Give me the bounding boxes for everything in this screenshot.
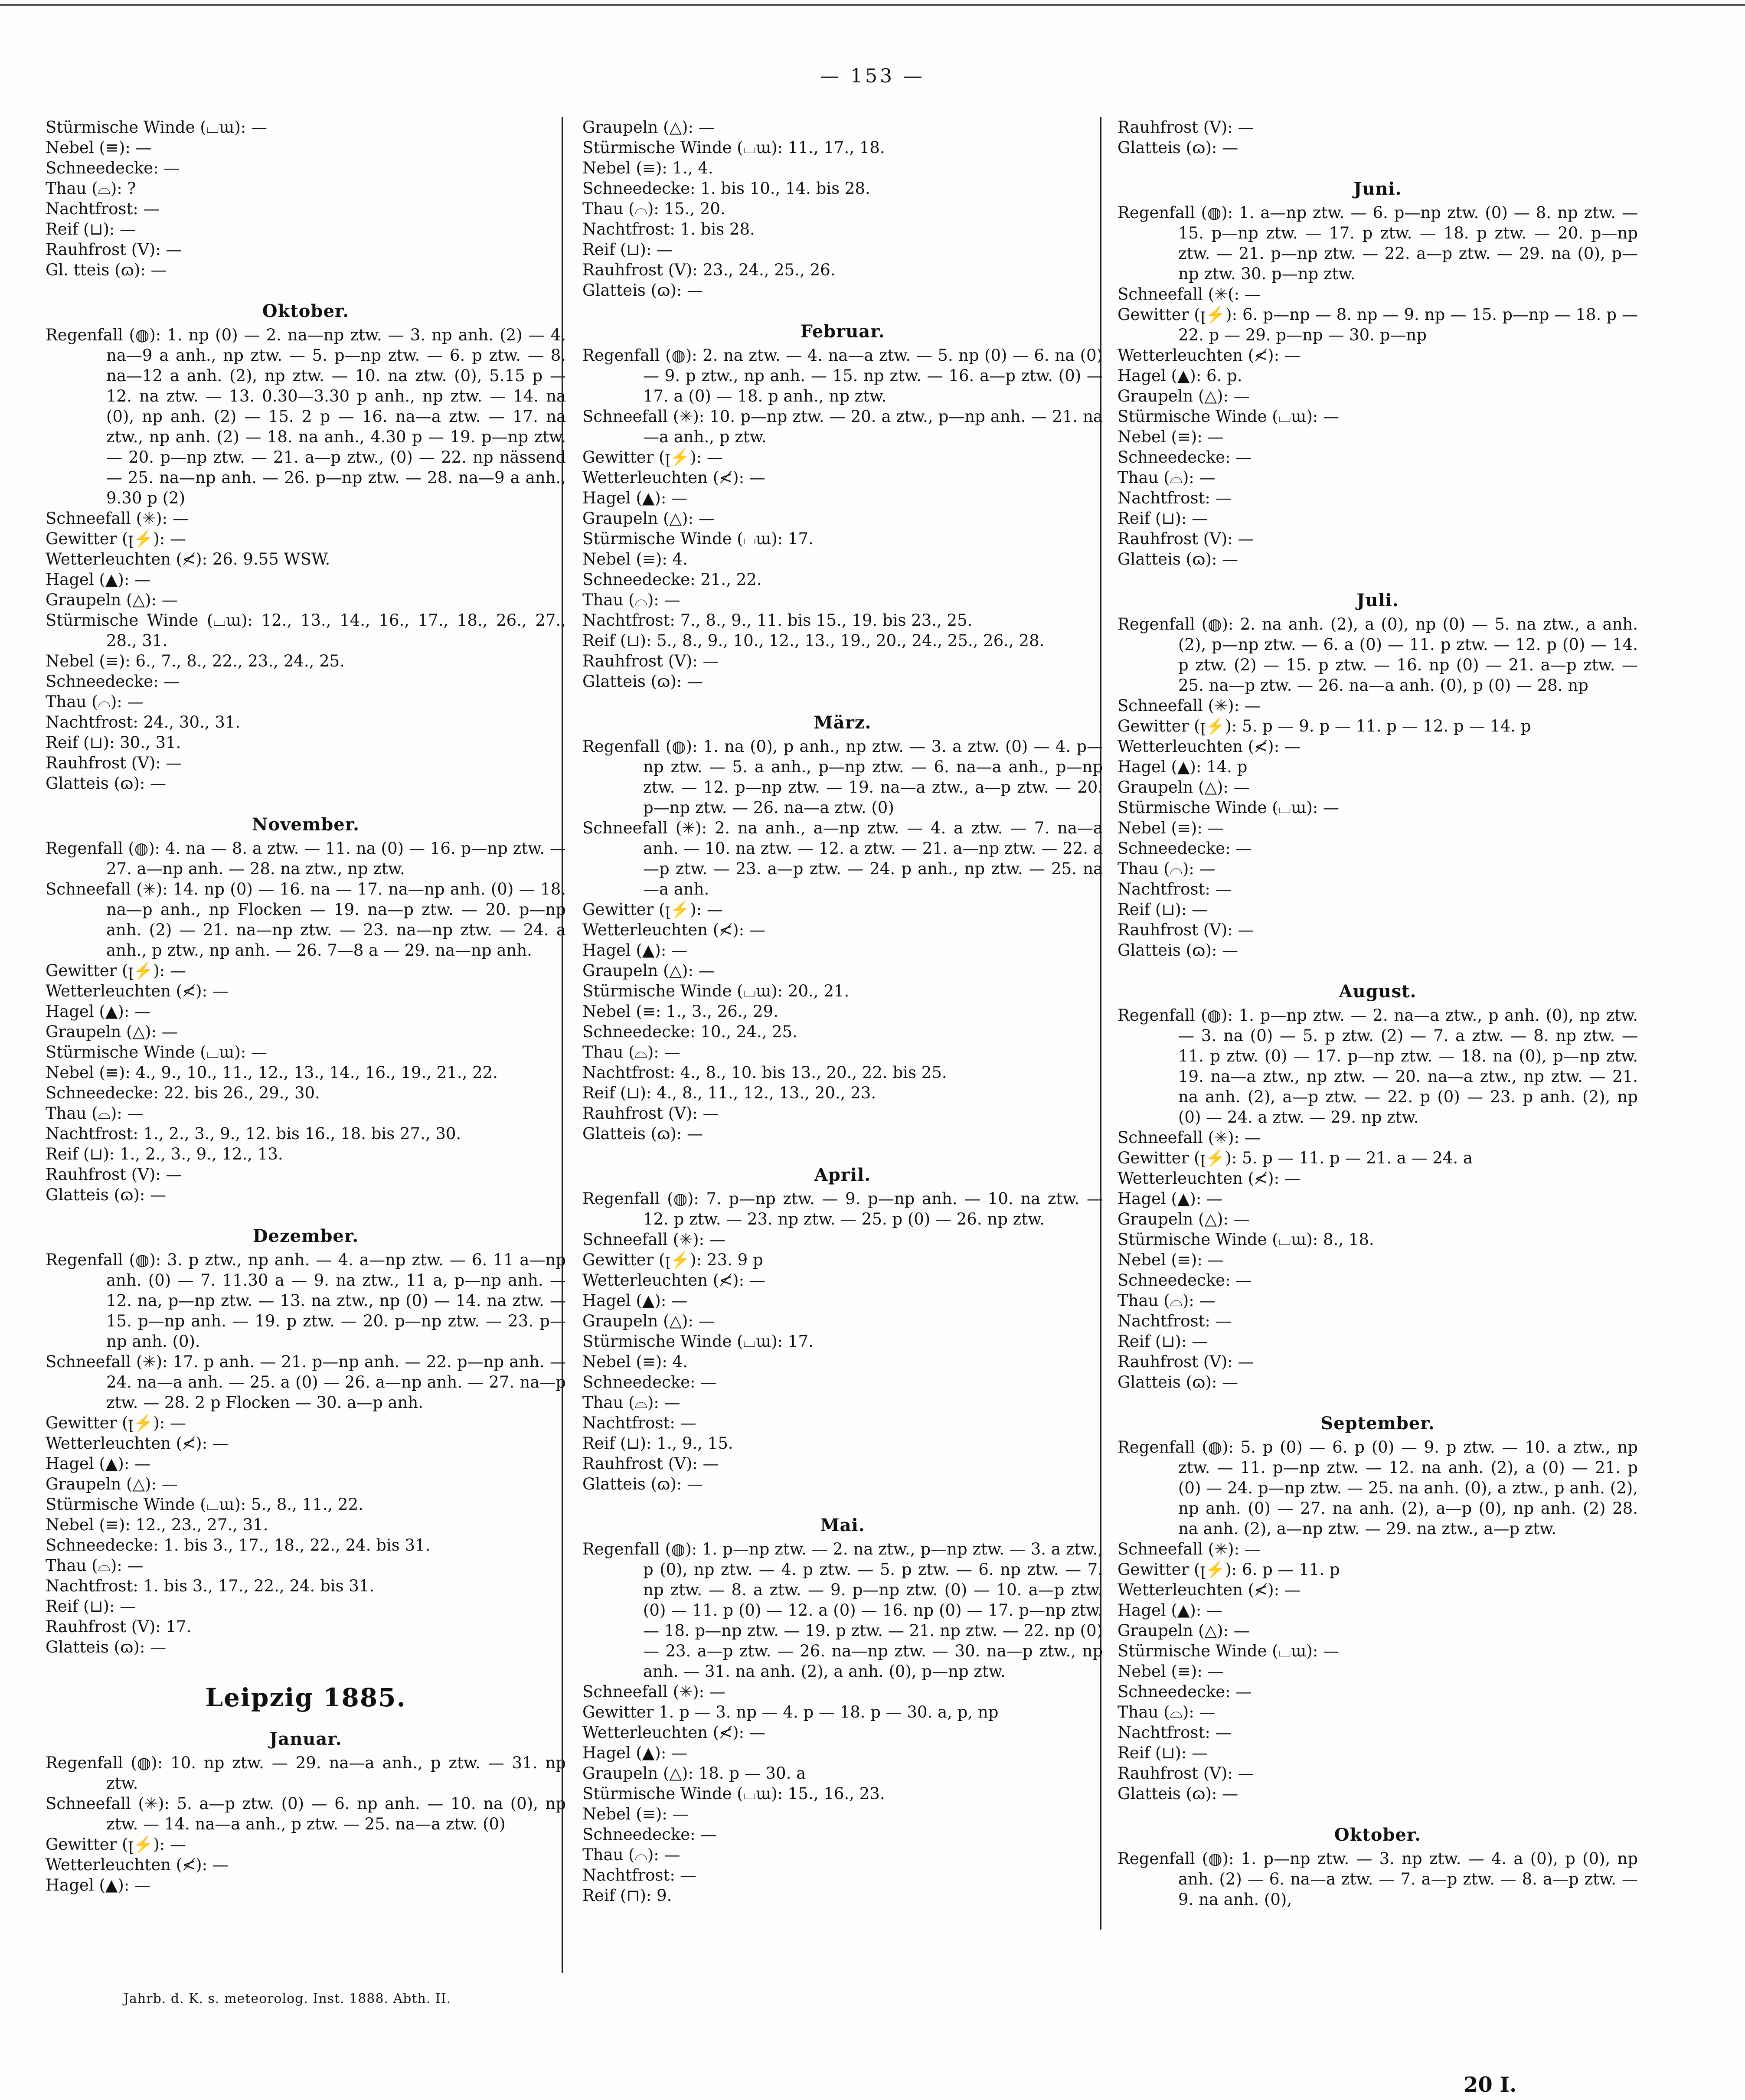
weather-entry: Graupeln (△): —: [582, 961, 715, 980]
weather-entry: Schneefall (✳): —: [582, 1682, 725, 1701]
weather-entry: Nebel (≡): 1., 4.: [582, 159, 713, 177]
weather-entry: Hagel (▲): —: [46, 1454, 151, 1473]
weather-entry: Graupeln (△): —: [46, 1022, 178, 1041]
weather-entry: Stürmische Winde (⌴ɯ): 11., 17., 18.: [582, 138, 885, 157]
weather-entry: Glatteis (ɷ): —: [582, 672, 703, 691]
weather-entry: Glatteis (ɷ): —: [46, 1186, 167, 1204]
weather-entry: Schneefall (✳): 2. na anh., a—np ztw. — 4. a ztw. — 7. na—a anh. — 10. na ztw. — 12. a ztw. — 21. a—np ztw. — 22. a—p ztw. — 23. a—p ztw. — 24. p anh., np ztw. — 25. na—a anh.: [582, 819, 1103, 898]
weather-entry: Thau (⌓): ?: [46, 179, 136, 198]
weather-entry: Gewitter 1. p — 3. np — 4. p — 18. p — 30. a, p, np: [582, 1703, 999, 1721]
weather-entry: Schneefall (✳): —: [1118, 696, 1261, 715]
weather-entry: Graupeln (△): 18. p — 30. a: [582, 1764, 806, 1783]
weather-entry: Wetterleuchten (≮): 26. 9.55 WSW.: [46, 550, 330, 568]
weather-entry: Glatteis (ɷ): —: [46, 1638, 167, 1656]
weather-entry: Graupeln (△): —: [46, 1475, 178, 1493]
weather-entry: Stürmische Winde (⌴ɯ): 5., 8., 11., 22.: [46, 1495, 363, 1514]
weather-entry: Wetterleuchten (≮): —: [1118, 1169, 1301, 1188]
weather-entry: Graupeln (△): —: [1118, 1210, 1250, 1228]
weather-entry: Regenfall (◍): 1. na (0), p anh., np ztw. — 3. a ztw. (0) — 4. p—np ztw. — 5. a anh., p—np ztw. — 6. na—a anh., p—np ztw. — 12. p—np ztw. — 19. na—a ztw., a—p ztw. — 20. p—np ztw. — 26. na—a ztw. (0): [582, 737, 1103, 817]
weather-entry: Stürmische Winde (⌴ɯ): —: [46, 1043, 268, 1061]
weather-entry: Reif (⊔): 5., 8., 9., 10., 12., 13., 19., 20., 24., 25., 26., 28.: [582, 631, 1045, 650]
weather-entry: Nachtfrost: 7., 8., 9., 11. bis 15., 19. bis 23., 25.: [582, 611, 973, 630]
month-heading: März.: [814, 712, 872, 733]
weather-entry: Reif (⊔): 1., 2., 3., 9., 12., 13.: [46, 1145, 283, 1163]
weather-entry: Nachtfrost: 4., 8., 10. bis 13., 20., 22. bis 25.: [582, 1063, 947, 1082]
weather-entry: Schneefall (✳): —: [1118, 1128, 1261, 1147]
weather-entry: Thau (⌓): —: [1118, 859, 1216, 878]
weather-entry: Nachtfrost: —: [1118, 489, 1232, 507]
weather-entry: Reif (⊔): —: [46, 1597, 136, 1616]
weather-entry: Schneedecke: —: [582, 1373, 717, 1391]
weather-entry: Nachtfrost: —: [582, 1414, 696, 1432]
weather-entry: Gewitter (ꞁ⚡): 5. p — 11. p — 21. a — 24. a: [1118, 1149, 1473, 1167]
month-heading: April.: [814, 1165, 871, 1185]
weather-entry: Thau (⌓): —: [46, 1556, 144, 1575]
weather-entry: Stürmische Winde (⌴ɯ): —: [1118, 1642, 1340, 1660]
weather-entry: Wetterleuchten (≮): —: [1118, 737, 1301, 756]
weather-entry: Schneefall (✳): 14. np (0) — 16. na — 17. na—np anh. (0) — 18. na—p anh., np Flocken — 19. na—p ztw. — 20. p—np anh. (2) — 21. na—np ztw. — 23. na—np ztw. — 24. a anh., p ztw., np anh. — 26. 7—8 a — 29. na—np anh.: [46, 880, 566, 960]
weather-entry: Nachtfrost: 1., 2., 3., 9., 12. bis 16., 18. bis 27., 30.: [46, 1124, 461, 1143]
weather-entry: Gewitter (ꞁ⚡): —: [582, 448, 723, 467]
weather-entry: Regenfall (◍): 3. p ztw., np anh. — 4. a—np ztw. — 6. 11 a—np anh. (0) — 7. 11.30 a — 9. na ztw., 11 a, p—np anh. — 12. na, p—np ztw. — 13. na ztw., np (0) — 14. na ztw. — 15. p—np anh. — 19. p ztw. — 20. p—np ztw. — 23. p—np anh. (0).: [46, 1251, 566, 1351]
weather-entry: Hagel (▲): —: [582, 1291, 688, 1310]
weather-entry: Stürmische Winde (⌴ɯ): 17.: [582, 529, 814, 548]
weather-entry: Stürmische Winde (⌴ɯ): 17.: [582, 1332, 814, 1351]
weather-entry: Schneedecke: 22. bis 26., 29., 30.: [46, 1084, 320, 1102]
weather-entry: Glatteis (ɷ): —: [1118, 1373, 1238, 1391]
weather-entry: Nebel (≡: 1., 3., 26., 29.: [582, 1002, 778, 1021]
weather-entry: Regenfall (◍): 1. np (0) — 2. na—np ztw. — 3. np anh. (2) — 4. na—9 a anh., np ztw. — 5. p—np ztw. — 6. p ztw. — 8. na—12 a anh. (2), np ztw. — 10. na ztw. (0), 5.15 p — 12. na ztw. — 13. 0.30—3.30 p anh., np ztw. — 14. na (0), np anh. (2) — 15. 2 p — 16. na—a ztw. — 17. na ztw., np anh. (2) — 18. na anh., 4.30 p — 19. p—np ztw. — 20. p—np ztw. — 21. a—p ztw., (0) — 22. np nässend — 25. na—np anh. — 26. p—np ztw. — 28. na—9 a anh., 9.30 p (2): [46, 326, 566, 507]
weather-entry: Glatteis (ɷ): —: [46, 774, 167, 793]
weather-entry: Graupeln (△): —: [1118, 778, 1250, 797]
weather-entry: Reif (⊔): 1., 9., 15.: [582, 1434, 733, 1453]
weather-entry: Thau (⌓): —: [582, 1393, 680, 1412]
weather-entry: Glatteis (ɷ): —: [1118, 138, 1238, 157]
weather-entry: Rauhfrost (V): —: [582, 1104, 719, 1123]
weather-entry: Hagel (▲): —: [582, 489, 688, 507]
weather-entry: Hagel (▲): —: [1118, 1601, 1223, 1620]
weather-entry: Hagel (▲): —: [582, 1744, 688, 1762]
weather-entry: Regenfall (◍): 1. p—np ztw. — 2. na—a ztw., p anh. (0), np ztw. — 3. na (0) — 5. p ztw. (2) — 7. a ztw. — 8. np ztw. — 11. p ztw. (0) — 17. p—np ztw. — 18. na (0), p—np ztw. 19. na—a ztw., np ztw. — 20. na—a ztw., np ztw. — 21. na anh. (2), a—p ztw. — 22. p (0) — 23. p anh. (2), np (0) — 24. a ztw. — 29. np ztw.: [1118, 1006, 1638, 1127]
month-heading: Juli.: [1356, 590, 1399, 611]
weather-entry: Rauhfrost (V): —: [1118, 118, 1254, 137]
weather-entry: Nachtfrost: 1. bis 3., 17., 22., 24. bis 31.: [46, 1577, 375, 1595]
weather-entry: Nebel (≡): —: [1118, 1662, 1224, 1681]
weather-entry: Schneedecke: —: [1118, 448, 1252, 467]
weather-entry: Gewitter (ꞁ⚡): —: [582, 900, 723, 919]
weather-entry: Nebel (≡): 12., 23., 27., 31.: [46, 1515, 268, 1534]
weather-entry: Schneedecke: —: [582, 1825, 717, 1844]
weather-entry: Regenfall (◍): 7. p—np ztw. — 9. p—np anh. — 10. na ztw. — 12. p ztw. — 23. np ztw. — 25. p (0) — 26. np ztw.: [582, 1189, 1103, 1228]
footer-citation: Jahrb. d. K. s. meteorolog. Inst. 1888. Abth. II.: [124, 1991, 451, 2006]
weather-entry: Stürmische Winde (⌴ɯ): 20., 21.: [582, 982, 850, 1000]
weather-entry: Schneefall (✳): —: [1118, 1540, 1261, 1558]
sheet-number: 20 I.: [1464, 2073, 1517, 2097]
month-heading: Oktober.: [262, 301, 350, 321]
weather-entry: Gewitter (ꞁ⚡): —: [46, 529, 186, 548]
weather-entry: Schneefall (✳): 10. p—np ztw. — 20. a ztw., p—np anh. — 21. na—a anh., p ztw.: [582, 407, 1103, 446]
weather-entry: Hagel (▲): 6. p.: [1118, 366, 1242, 385]
weather-entry: Reif (⊔): —: [1118, 509, 1208, 528]
weather-entry: Gl. tteis (ɷ): —: [46, 261, 167, 279]
month-heading: Juni.: [1353, 179, 1402, 199]
weather-entry: Rauhfrost (V): —: [46, 754, 182, 772]
weather-entry: Regenfall (◍): 2. na ztw. — 4. na—a ztw. — 5. np (0) — 6. na (0) — 9. p ztw., np anh. — 15. np ztw. — 16. a—p ztw. (0) — 17. a (0) — 18. p anh., np ztw.: [582, 346, 1103, 405]
weather-entry: Thau (⌓): —: [582, 591, 680, 609]
weather-entry: Schneedecke: 21., 22.: [582, 570, 762, 589]
column-right: [1118, 117, 1638, 1910]
weather-entry: Regenfall (◍): 10. np ztw. — 29. na—a anh., p ztw. — 31. np ztw.: [46, 1754, 566, 1793]
weather-entry: Schneedecke: 1. bis 3., 17., 18., 22., 24. bis 31.: [46, 1536, 431, 1555]
weather-entry: Stürmische Winde (⌴ɯ): —: [1118, 407, 1340, 426]
column-left: [46, 117, 566, 1895]
weather-entry: Nebel (≡): 6., 7., 8., 22., 23., 24., 25.: [46, 652, 345, 670]
weather-entry: Nebel (≡): 4.: [582, 550, 688, 568]
month-heading: August.: [1339, 981, 1417, 1002]
weather-entry: Reif (⊔): —: [1118, 900, 1208, 919]
weather-entry: Hagel (▲): —: [46, 1002, 151, 1021]
weather-entry: Thau (⌓): —: [46, 1104, 144, 1123]
month-heading: September.: [1320, 1413, 1435, 1434]
weather-entry: Reif (⊔): 4., 8., 11., 12., 13., 20., 23.: [582, 1084, 876, 1102]
weather-entry: Graupeln (△): —: [582, 1312, 715, 1330]
weather-entry: Nebel (≡): —: [46, 138, 152, 157]
weather-entry: Hagel (▲): —: [46, 570, 151, 589]
weather-entry: Wetterleuchten (≮): —: [1118, 346, 1301, 365]
weather-entry: Glatteis (ɷ): —: [1118, 550, 1238, 568]
weather-entry: Schneedecke: —: [1118, 839, 1252, 858]
month-heading: Dezember.: [252, 1226, 359, 1246]
weather-entry: Nachtfrost: —: [582, 1866, 696, 1884]
weather-entry: Rauhfrost (V): —: [46, 240, 182, 259]
weather-entry: Wetterleuchten (≮): —: [582, 921, 765, 939]
weather-entry: Rauhfrost (V): 23., 24., 25., 26.: [582, 261, 836, 279]
weather-entry: Rauhfrost (V): —: [582, 652, 719, 670]
weather-entry: Gewitter (ꞁ⚡): 23. 9 p: [582, 1251, 763, 1269]
weather-entry: Wetterleuchten (≮): —: [582, 1723, 765, 1742]
weather-entry: Wetterleuchten (≮): —: [46, 1434, 229, 1453]
weather-entry: Nebel (≡): —: [1118, 428, 1224, 446]
weather-entry: Gewitter (ꞁ⚡): —: [46, 1414, 186, 1432]
weather-entry: Schneedecke: 1. bis 10., 14. bis 28.: [582, 179, 870, 198]
weather-entry: Stürmische Winde (⌴ɯ): —: [46, 118, 268, 137]
month-heading: November.: [252, 814, 359, 835]
weather-entry: Schneefall (✳): 17. p anh. — 21. p—np anh. — 22. p—np anh. — 24. na—a anh. — 25. a (0) — 26. a—np anh. — 27. na—p ztw. — 28. 2 p Flocken — 30. a—p anh.: [46, 1352, 566, 1412]
month-heading: Mai.: [820, 1515, 865, 1535]
weather-entry: Rauhfrost (V): —: [1118, 1764, 1254, 1783]
weather-entry: Stürmische Winde (⌴ɯ): —: [1118, 798, 1340, 817]
top-rule: [0, 4, 1745, 6]
weather-entry: Nebel (≡): —: [1118, 819, 1224, 837]
weather-entry: Regenfall (◍): 4. na — 8. a ztw. — 11. na (0) — 16. p—np ztw. — 27. a—np anh. — 28. na ztw., np ztw.: [46, 839, 566, 878]
weather-entry: Nachtfrost: —: [1118, 1312, 1232, 1330]
weather-entry: Regenfall (◍): 2. na anh. (2), a (0), np (0) — 5. na ztw., a anh. (2), p—np ztw. — 6. a (0) — 11. p ztw. — 12. p (0) — 14. p ztw. (2) — 15. p ztw. — 16. np (0) — 21. a—p ztw. — 25. na—p ztw. — 26. na—a anh. (0), p (0) — 28. np: [1118, 615, 1638, 695]
weather-entry: Graupeln (△): —: [582, 118, 715, 137]
weather-entry: Schneedecke: 10., 24., 25.: [582, 1022, 797, 1041]
weather-entry: Thau (⌓): —: [1118, 468, 1216, 487]
month-heading: Januar.: [269, 1729, 342, 1749]
weather-entry: Thau (⌓): —: [46, 692, 144, 711]
page-number: — 153 —: [820, 65, 925, 87]
weather-entry: Reif (⊔): —: [46, 220, 136, 238]
weather-entry: Reif (⊔): 30., 31.: [46, 733, 181, 752]
weather-entry: Rauhfrost (V): —: [1118, 1352, 1254, 1371]
weather-entry: Rauhfrost (V): —: [46, 1165, 182, 1184]
weather-entry: Reif (⊓): 9.: [582, 1886, 672, 1905]
column-middle: [582, 117, 1103, 1906]
weather-entry: Glatteis (ɷ): —: [1118, 941, 1238, 960]
weather-entry: Gewitter (ꞁ⚡): 5. p — 9. p — 11. p — 12. p — 14. p: [1118, 717, 1531, 735]
weather-entry: Regenfall (◍): 1. p—np ztw. — 2. na ztw., p—np ztw. — 3. a ztw., p (0), np ztw. — 4. p ztw. — 5. p ztw. — 6. np ztw. — 7. np ztw. — 8. a ztw. — 9. p—np ztw. (0) — 10. a—p ztw. (0) — 11. p (0) — 12. a (0) — 16. np (0) — 17. p—np ztw. — 18. p—np ztw. — 19. p ztw. — 21. np ztw. — 22. np (0) — 23. a—p ztw. — 26. na—np ztw. — 30. na—p ztw., np anh. — 31. na anh. (2), a anh. (0), p—np ztw.: [582, 1540, 1103, 1681]
weather-entry: Schneedecke: —: [46, 672, 180, 691]
weather-entry: Gewitter (ꞁ⚡): —: [46, 961, 186, 980]
weather-entry: Stürmische Winde (⌴ɯ): 8., 18.: [1118, 1230, 1374, 1249]
weather-entry: Regenfall (◍): 1. p—np ztw. — 3. np ztw. — 4. a (0), p (0), np anh. (2) — 6. na—a ztw. — 7. a—p ztw. — 8. a—p ztw. — 9. na anh. (0),: [1118, 1849, 1638, 1909]
weather-entry: Nebel (≡): 4.: [582, 1352, 688, 1371]
weather-entry: Schneedecke: —: [46, 159, 180, 177]
weather-entry: Nebel (≡): —: [582, 1805, 689, 1823]
weather-entry: Wetterleuchten (≮): —: [582, 1271, 765, 1290]
month-heading: Februar.: [800, 321, 885, 342]
weather-entry: Schneefall (✳): —: [46, 509, 189, 528]
weather-entry: Glatteis (ɷ): —: [1118, 1784, 1238, 1803]
weather-entry: Stürmische Winde (⌴ɯ): 15., 16., 23.: [582, 1784, 885, 1803]
station-year-heading: Leipzig 1885.: [205, 1683, 406, 1712]
weather-entry: Gewitter (ꞁ⚡): —: [46, 1835, 186, 1854]
weather-entry: Nachtfrost: —: [46, 199, 160, 218]
weather-entry: Schneefall (✳): —: [582, 1230, 725, 1249]
weather-entry: Nebel (≡): —: [1118, 1251, 1224, 1269]
weather-entry: Wetterleuchten (≮): —: [46, 1855, 229, 1874]
weather-entry: Nachtfrost: —: [1118, 1723, 1232, 1742]
weather-entry: Graupeln (△): —: [582, 509, 715, 528]
weather-entry: Hagel (▲): —: [46, 1876, 151, 1894]
weather-entry: Nachtfrost: 24., 30., 31.: [46, 713, 241, 732]
weather-entry: Reif (⊔): —: [1118, 1744, 1208, 1762]
weather-entry: Nachtfrost: 1. bis 28.: [582, 220, 755, 238]
weather-entry: Schneefall (✳(: —: [1118, 285, 1261, 304]
weather-entry: Hagel (▲): 14. p: [1118, 758, 1248, 776]
weather-entry: Rauhfrost (V): —: [1118, 921, 1254, 939]
weather-entry: Gewitter (ꞁ⚡): 6. p — 11. p: [1118, 1560, 1340, 1579]
weather-entry: Stürmische Winde (⌴ɯ): 12., 13., 14., 16., 17., 18., 26., 27., 28., 31.: [46, 611, 566, 650]
weather-entry: Wetterleuchten (≮): —: [582, 468, 765, 487]
weather-entry: Glatteis (ɷ): —: [582, 1124, 703, 1143]
weather-entry: Rauhfrost (V): —: [582, 1454, 719, 1473]
weather-entry: Glatteis (ɷ): —: [582, 281, 703, 300]
weather-entry: Reif (⊔): —: [1118, 1332, 1208, 1351]
weather-entry: Graupeln (△): —: [1118, 387, 1250, 405]
weather-entry: Rauhfrost (V): —: [1118, 529, 1254, 548]
month-heading: Oktober.: [1334, 1825, 1421, 1845]
weather-entry: Thau (⌓): —: [1118, 1291, 1216, 1310]
weather-entry: Wetterleuchten (≮): —: [1118, 1581, 1301, 1599]
weather-entry: Thau (⌓): —: [1118, 1703, 1216, 1721]
weather-entry: Wetterleuchten (≮): —: [46, 982, 229, 1000]
weather-entry: Schneedecke: —: [1118, 1682, 1252, 1701]
weather-entry: Rauhfrost (V): 17.: [46, 1617, 192, 1636]
weather-entry: Nachtfrost: —: [1118, 880, 1232, 898]
weather-entry: Hagel (▲): —: [1118, 1189, 1223, 1208]
weather-entry: Schneedecke: —: [1118, 1271, 1252, 1290]
weather-entry: Thau (⌓): —: [582, 1845, 680, 1864]
weather-entry: Hagel (▲): —: [582, 941, 688, 960]
weather-entry: Regenfall (◍): 5. p (0) — 6. p (0) — 9. p ztw. — 10. a ztw., np ztw. — 11. p—np ztw. — 12. na anh. (2), a (0) — 21. p (0) — 24. p—np ztw. — 25. na anh. (0), a ztw., p anh. (2), np anh. (0) — 27. na anh. (2), a—p (0), np anh. (2) 28. na anh. (2), a—np ztw. — 29. na ztw., a—p ztw.: [1118, 1438, 1638, 1538]
weather-entry: Thau (⌓): 15., 20.: [582, 199, 725, 218]
weather-entry: Glatteis (ɷ): —: [582, 1475, 703, 1493]
weather-entry: Graupeln (△): —: [1118, 1621, 1250, 1640]
weather-entry: Regenfall (◍): 1. a—np ztw. — 6. p—np ztw. (0) — 8. np ztw. — 15. p—np ztw. — 17. p ztw. — 18. p ztw. — 20. p—np ztw. — 21. p—np ztw. — 22. a—p ztw. — 29. na (0), p—np ztw. 30. p—np ztw.: [1118, 203, 1638, 283]
weather-entry: Reif (⊔): —: [582, 240, 673, 259]
weather-entry: Thau (⌓): —: [582, 1043, 680, 1061]
weather-entry: Schneefall (✳): 5. a—p ztw. (0) — 6. np anh. — 10. na (0), np ztw. — 14. na—a anh., p ztw. — 25. na—a ztw. (0): [46, 1794, 566, 1833]
weather-entry: Nebel (≡): 4., 9., 10., 11., 12., 13., 14., 16., 19., 21., 22.: [46, 1063, 498, 1082]
weather-entry: Graupeln (△): —: [46, 591, 178, 609]
weather-entry: Gewitter (ꞁ⚡): 6. p—np — 8. np — 9. np — 15. p—np — 18. p — 22. p — 29. p—np — 30. p—np: [1118, 305, 1638, 344]
